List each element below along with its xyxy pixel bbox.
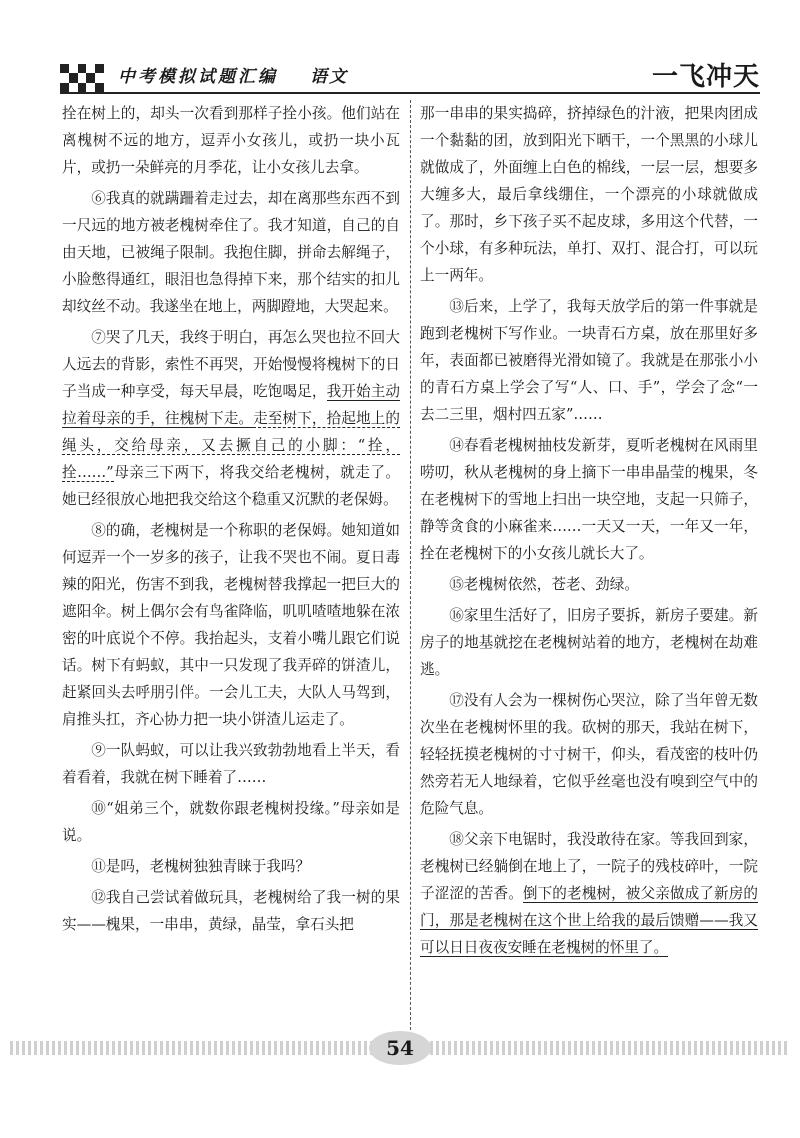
right-column [420, 100, 758, 965]
paragraph-5-continued: 拴在树上的，却头一次看到那样子拴小孩。他们站在离槐树不远的地方，逗弄小女孩儿，或扔一块小瓦片，或扔一朵鲜亮的月季花，让小女孩儿去拿。 [62, 105, 400, 176]
column-divider [410, 100, 411, 1035]
underlined-ending-sentence: 倒下的老槐树，被父亲做成了新房的门，那是老槐树在这个世上给我的最后馈赠——我又可以日日夜夜安睡在老槐树的怀里了。 [420, 885, 758, 956]
paragraph-15: ⑮老槐树依然，苍老、劲绿。 [449, 576, 639, 593]
subject-label: 语文 [310, 67, 348, 87]
paragraph-7-end: 母亲三下两下，将我交给老槐树，就走了。她已经很放心地把我交给这个稳重又沉默的老保姆。 [62, 464, 400, 508]
underlined-sentence-dashed: 走至树下，拾起地上的绳头，交给母亲，又去撅自己的小脚：“拴，拴……” [62, 410, 400, 481]
page-footer [0, 1025, 800, 1075]
paragraph-7-text: ⑦哭了几天，我终于明白，再怎么哭也拉不回大人远去的背影，索性不再哭，开始慢慢将槐树下的日子当成一种享受，每天早晨，吃饱喝足， [62, 329, 400, 400]
underlined-sentence-solid: 我开始主动拉着母亲的手，往槐树下走。 [62, 383, 400, 427]
paragraph-16: ⑯家里生活好了，旧房子要拆，新房子要建。新房子的地基就挖在老槐树站着的地方，老槐树在劫难逃。 [420, 607, 758, 678]
paragraph-11: ⑪是吗，老槐树独独青睐于我吗？ [91, 858, 311, 875]
paragraph-6: ⑥我真的就蹒跚着走过去，却在离那些东西不到一尺远的地方被老槐树牵住了。我才知道，自己的自由天地，已被绳子限制。我抱住脚，拼命去解绳子，小脸憋得通红，眼泪也急得掉下来，那个结实的扣儿却纹丝不动。我遂坐在地上，两脚蹬地，大哭起来。 [62, 190, 400, 315]
book-title: 中考模拟试题汇编 [118, 67, 278, 87]
text-columns [62, 100, 758, 1035]
paragraph-9: ⑨一队蚂蚁，可以让我兴致勃勃地看上半天，看着看着，我就在树下睡着了…… [62, 742, 400, 786]
page-header [60, 56, 760, 96]
checker-logo-icon [60, 64, 104, 92]
paragraph-12-continued: 那一串串的果实捣碎，挤掉绿色的汁液，把果肉团成一个黏黏的团，放到阳光下晒干，一个黑黑的小球儿就做成了，外面缠上白色的棉线，一层一层，想要多大缠多大，最后拿线绷住，一个漂亮的小球就做成了。那时，乡下孩子买不起皮球，多用这个代替，一个小球，有多种玩法，单打、双打、混合打，可以玩上一两年。 [420, 105, 758, 284]
paragraph-7 [62, 324, 400, 513]
header-rule [60, 92, 760, 94]
left-column [62, 100, 400, 942]
paragraph-13: ⑬后来，上学了，我每天放学后的第一件事就是跑到老槐树下写作业。一块青石方桌，放在那里好多年，表面都已被磨得光滑如镜了。我就是在那张小小的青石方桌上学会了写“人、口、手”，学会了念“一去二三里，烟村四五家”…… [420, 298, 758, 423]
paragraph-17: ⑰没有人会为一棵树伤心哭泣，除了当年曾无数次坐在老槐树怀里的我。砍树的那天，我站在树下，轻轻抚摸老槐树的寸寸树干，仰头，看茂密的枝叶仍然旁若无人地绿着，它似乎丝毫也没有嗅到空气中的危险气息。 [420, 692, 758, 817]
paragraph-14: ⑭春看老槐树抽枝发新芽，夏听老槐树在风雨里唠叨，秋从老槐树的身上摘下一串串晶莹的槐果，冬在老槐树下的雪地上扫出一块空地，支起一只筛子，静等贪食的小麻雀来……一天又一天，一年又一年，拴在老槐树下的小女孩儿就长大了。 [420, 437, 758, 562]
paragraph-18 [420, 826, 758, 961]
paragraph-18-text: ⑱父亲下电锯时，我没敢待在家。等我回到家，老槐树已经躺倒在地上了，一院子的残枝碎叶，一院子涩涩的苦香。 [420, 831, 758, 902]
brand-logo: 一飞冲天 [651, 62, 760, 92]
paragraph-10: ⑩“姐弟三个，就数你跟老槐树投缘。”母亲如是说。 [62, 800, 400, 844]
paragraph-12: ⑫我自己尝试着做玩具，老槐树给了我一树的果实——槐果，一串串，黄绿，晶莹，拿石头把 [62, 889, 400, 933]
page-number: 54 [369, 1031, 431, 1065]
paragraph-8: ⑧的确，老槐树是一个称职的老保姆。她知道如何逗弄一个一岁多的孩子，让我不哭也不闹。夏日毒辣的阳光，伤害不到我，老槐树替我撑起一把巨大的遮阳伞。树上偶尔会有鸟雀降临，叽叽喳喳地躲在浓密的叶底说个不停。我抬起头，支着小嘴儿跟它们说话。树下有蚂蚁，其中一只发现了我弄碎的饼渣儿，赶紧回头去呼朋引伴。一会儿工夫，大队人马驾到，肩推头扛，齐心协力把一块小饼渣儿运走了。 [62, 522, 400, 728]
